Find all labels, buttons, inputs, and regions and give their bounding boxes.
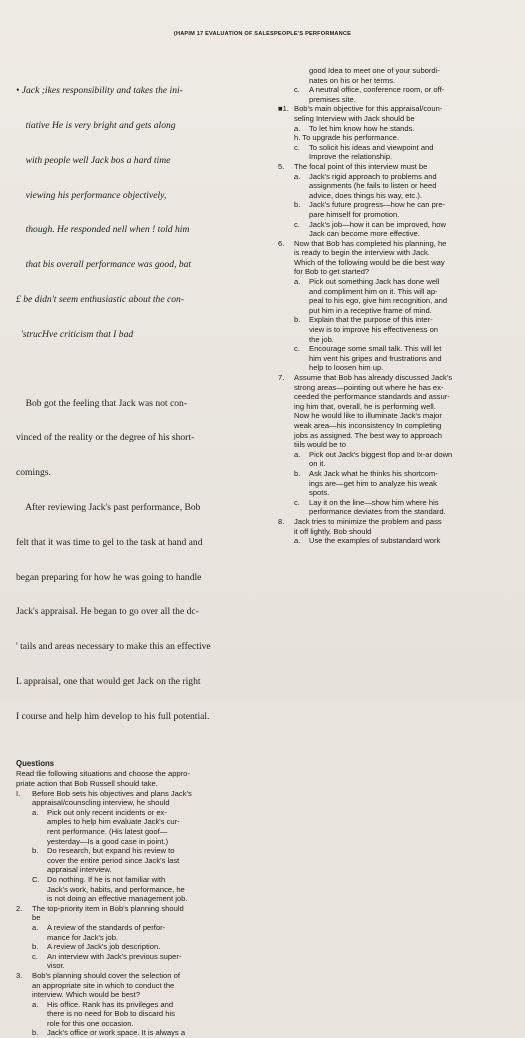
option-letter: b. [32, 846, 39, 856]
option-text: him vent his gripes and frustrations and [309, 353, 442, 363]
running-header: (HAPIM 17 EVALUATION OF SALESPEOPLE'S PERFORMANCE [173, 31, 352, 37]
question-text: for Bob to get started? [294, 267, 370, 277]
left-column [16, 62, 262, 1038]
option-letter: c. [294, 497, 300, 507]
question-4 [278, 104, 514, 162]
option-text: Explain that the purpose of this inter- [309, 315, 433, 325]
option-text: premises site. [309, 94, 356, 104]
option-text: spots. [309, 488, 330, 498]
question-text: ing him that, overall, he is performing well. [294, 401, 436, 411]
question-text: Now that Bob has completed his planning, he [294, 238, 447, 248]
option-text: there is no need for Bob to discard his [47, 1009, 175, 1019]
option-text: advice, does things his way, etc.). [309, 190, 422, 200]
quote-line: 'strucHve criticism that I bad [16, 328, 134, 340]
question-text: interview. Which would be best? [32, 990, 141, 1000]
option-text: To solicit his ideas and viewpoint and [309, 142, 434, 152]
question-number: 8. [278, 516, 285, 526]
option-text: Pick out only recent incidents or ex- [47, 807, 167, 817]
option-text: ings are—get him to analyze his weak [309, 478, 437, 488]
question-1 [16, 789, 262, 904]
story-line: vinced of the reality or the degree of his short- [16, 432, 195, 444]
option-text: assignments (he fails to listen or heed [309, 181, 437, 191]
question-text: weak area—his inconsistency In completing [294, 420, 442, 430]
option-text: rent performance. (His latest goof— [47, 827, 168, 836]
option-text: is not doing an effective management job. [47, 894, 188, 904]
option-text: Jack's office or work space. It is always a [47, 1028, 186, 1038]
question-2 [16, 904, 262, 971]
question-number: 5. [278, 161, 285, 171]
question-number: 2. [16, 903, 23, 913]
right-column [278, 66, 514, 546]
option-text: Improve the relationship. [309, 152, 393, 162]
story-paragraphs [16, 374, 262, 745]
option-text: view is to improve his effectiveness on [309, 325, 439, 335]
option-text: nates on his or her terms. [309, 75, 396, 85]
quote-line: though. He responded nell when ! told him [16, 224, 190, 236]
option-text: To let him know how he stands. [309, 123, 415, 133]
option-letter: c. [294, 142, 300, 152]
option-letter: a. [294, 536, 301, 546]
option-letter: c. [294, 219, 300, 229]
option-text: Do nothing. If he is not familiar with [47, 874, 166, 884]
option-text: A review of the standards of perfor- [47, 922, 166, 932]
story-line: ' tails and areas necessary to make this an effective [16, 641, 211, 653]
option-text: Pick out Jack's biggest flop and Ix-ar down [309, 449, 453, 459]
option-text: Jack can become more effective. [309, 229, 420, 239]
quote-line: • Jack ;ikes responsibility and takes the ini- [16, 85, 183, 97]
option-letter: c. [294, 344, 300, 354]
question-text: jobs as assigned. The best way to approach [294, 430, 443, 440]
option-text: Do research, but expand his review to [47, 846, 175, 856]
quote-line: £ be didn't seem enthusiastic about the con- [16, 293, 185, 305]
option-text: yesterday—Is a good case in point.) [47, 836, 169, 846]
option-letter: b. [294, 200, 301, 210]
question-text: an appropriate site in which to conduct the [32, 980, 175, 990]
option-letter: c. [32, 951, 38, 961]
question-text: it off lightly. Bob should [294, 526, 372, 536]
story-line: Jack's appraisal. He began to go over all the dc- [16, 606, 199, 618]
question-number: I. [16, 788, 21, 798]
question-text: be [32, 913, 41, 923]
option-text: Jack's job—how it can be improved, how [309, 219, 446, 229]
option-text: His office. Rank has its privileges and [47, 999, 174, 1009]
quote-line: that bis overall performance was good, bat [16, 259, 192, 271]
question-text: Which of the following would be die best way [294, 257, 445, 267]
quote-line: with people well Jack bos a hard time [16, 154, 171, 166]
questions-heading: Questions [16, 759, 55, 769]
option-text: and compliment him on it. This will ap- [309, 286, 438, 296]
option-text: mance for Jack's job. [47, 932, 119, 942]
option-text: A review of Jack's job description. [47, 942, 161, 952]
option-text: Jack's rigid approach to problems and [309, 171, 437, 181]
question-7 [278, 373, 514, 517]
option-letter: b. [32, 1028, 39, 1038]
quote-line: tiative He is very bright and gets along [16, 119, 176, 131]
option-text: pare himself for promotion. [309, 209, 400, 219]
story-line: began preparing for how he was going to handle [16, 571, 202, 583]
option-text: the job. [309, 334, 334, 344]
story-line: L appraisal, one that would get Jack on the right [16, 675, 201, 687]
option-letter: a. [294, 277, 301, 287]
question-text: ceeded the performance standards and assur- [294, 392, 450, 402]
option-letter: a. [294, 449, 301, 459]
story-line: felt that it was time to gel to the task at hand and [16, 536, 203, 548]
question-8 [278, 517, 514, 546]
option-text: Pick out something Jack has done well [309, 277, 440, 287]
option-text: Use the examples of substandard work [309, 536, 441, 546]
story-line: Bob got the feeling that Jack was not con- [16, 397, 188, 409]
option-text: on it. [309, 459, 326, 469]
option-letter: a. [294, 171, 301, 181]
option-letter: C. [32, 874, 40, 884]
question-number: ■1. [278, 104, 289, 114]
question-text: The focal point of this interview must be [294, 161, 428, 171]
story-line: After reviewing Jack's past performance, Bob [16, 501, 201, 513]
option-text: Encourage some small talk. This will let [309, 344, 442, 354]
option-letter: b. [294, 468, 301, 478]
option-text: A neutral office, conference room, or off- [309, 85, 445, 95]
question-text: Bob's planning should cover the selection of [32, 970, 180, 980]
option-text: amples to help him evaluate Jack's cur- [47, 817, 180, 827]
question-text: The top-priority item in Bob's planning should [32, 903, 184, 913]
option-text: role for this one occasion. [47, 1018, 134, 1028]
option-text: peal to his ego, give him recognition, and [309, 296, 448, 306]
question-number: 7. [278, 373, 285, 382]
option-text: visor. [47, 961, 65, 971]
option-text: h. To upgrade his performance. [294, 133, 399, 143]
question-number: 6. [278, 238, 285, 248]
question-5 [278, 162, 514, 239]
option-letter: b. [294, 315, 301, 325]
option-text: Jack's future progress—how he can pre- [309, 200, 446, 210]
question-number: 3. [16, 970, 23, 980]
option-letter: a. [32, 807, 39, 817]
option-text: performance deviates from the standard. [309, 507, 446, 517]
option-text: good Idea to meet one of your subordi- [309, 66, 440, 75]
question-text: Bob's main objective for this appraisal/coun- [294, 104, 443, 114]
question-text: Jack tries to minimize the problem and pass [294, 516, 442, 526]
option-text: help to loosen him up. [309, 363, 384, 373]
questions-intro-line: priate action that Bob Russell should take. [16, 779, 158, 789]
option-text: cover the entire period since Jack's last [47, 855, 180, 865]
question-text: Now he would like to illuminate Jack's major [294, 411, 442, 421]
story-line: comings. [16, 467, 51, 479]
option-text: Ask Jack what he thinks his shortcom- [309, 468, 438, 478]
question-text: Assume that Bob has already discussed Jack's [294, 373, 453, 382]
option-text: Jack's work, habits, and performance, he [47, 884, 185, 894]
option-text: appraisal interview. [47, 865, 112, 875]
option-letter: a. [32, 922, 39, 932]
question-text: Before Bob sets his objectives and plans Jack's [32, 788, 192, 798]
question-6 [278, 239, 514, 373]
option-letter: c. [294, 85, 300, 95]
option-letter: b. [32, 942, 39, 952]
option-text: put him in a receptive frame of mind. [309, 305, 432, 315]
option-letter: a. [32, 999, 39, 1009]
questions-intro-line: Read tlie following situations and choose the appro- [16, 769, 190, 779]
option-letter: a. [294, 123, 301, 133]
story-line: I course and help him develop to his full potential. [16, 710, 210, 722]
question-text: appraisal/counscling interview, he should [32, 798, 170, 808]
question-3 [16, 971, 262, 1038]
question-text: is ready to begin the interview with Jack. [294, 248, 430, 258]
option-text: Lay it on the line—show him where his [309, 497, 439, 507]
question-text: seling Interview with Jack should be [294, 113, 415, 123]
question-text: strong areas—pointing out where he has ex- [294, 382, 444, 392]
question-text: tiils would be to [294, 440, 346, 450]
italic-quote [16, 62, 262, 363]
quote-line: viewing his performance objectively, [16, 189, 167, 201]
option-text: An interview with Jack's previous super- [47, 951, 182, 961]
